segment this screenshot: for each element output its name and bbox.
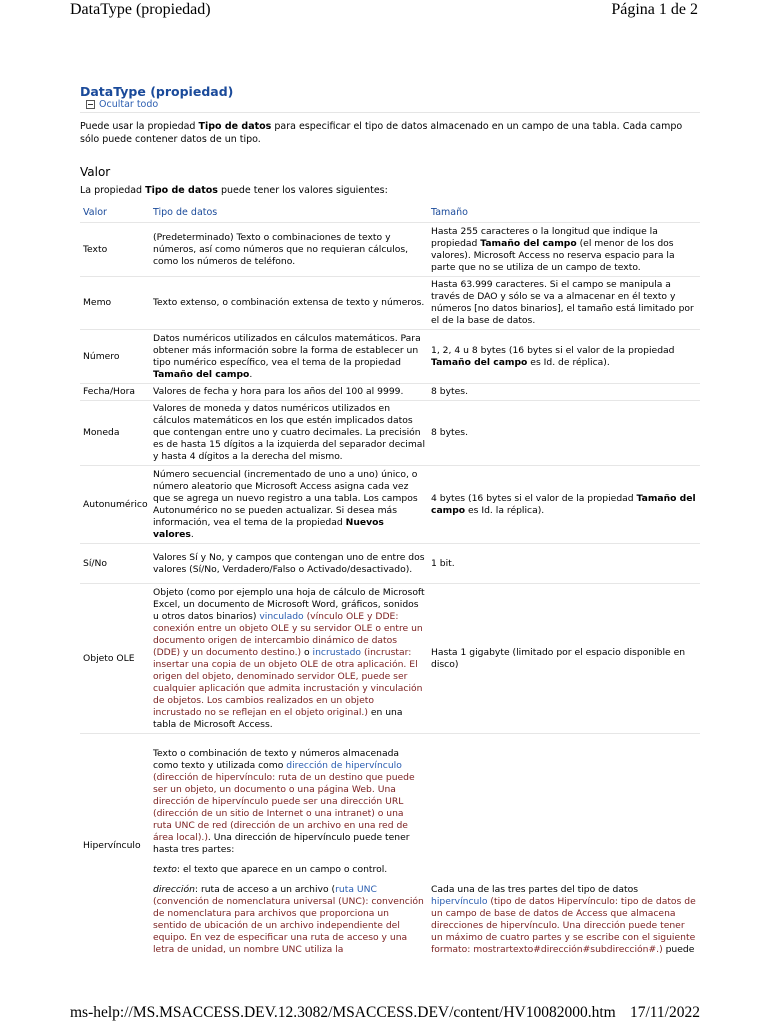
table-row bbox=[80, 466, 700, 544]
minus-box-icon bbox=[86, 100, 95, 109]
size-cell: 8 bytes. bbox=[428, 401, 700, 466]
column-header: Tipo de datos bbox=[153, 207, 218, 218]
table-header-row bbox=[80, 204, 700, 223]
print-header-page: Página 1 de 2 bbox=[611, 1, 698, 18]
size-cell: 8 bytes. bbox=[428, 384, 700, 401]
title-divider bbox=[80, 112, 700, 113]
column-header: Tamaño bbox=[431, 207, 468, 218]
section-paragraph: La propiedad Tipo de datos puede tener los valores siguientes: bbox=[80, 185, 388, 196]
value-cell: Moneda bbox=[80, 401, 150, 466]
type-cell: (Predeterminado) Texto o combinaciones de texto y números, así como números que no requieran cálculos, como los números de teléfono. bbox=[150, 223, 428, 277]
footer-date: 17/11/2022 bbox=[629, 1004, 700, 1021]
print-header-title: DataType (propiedad) bbox=[70, 1, 211, 18]
value-cell: Objeto OLE bbox=[80, 584, 150, 734]
footer-url: ms-help://MS.MSACCESS.DEV.12.3082/MSACCESS.DEV/content/HV10082000.htm bbox=[70, 1004, 616, 1021]
size-cell: 1, 2, 4 u 8 bytes (16 bytes si el valor de la propiedad Tamaño del campo es Id. de réplica). bbox=[428, 330, 700, 384]
embedded-term-link[interactable]: incrustado bbox=[312, 646, 362, 658]
table-row bbox=[80, 734, 700, 959]
value-cell: Número bbox=[80, 330, 150, 384]
size-cell: 1 bit. bbox=[428, 544, 700, 584]
page-title: DataType (propiedad) bbox=[80, 84, 234, 99]
value-cell: Hipervínculo bbox=[80, 734, 150, 959]
type-cell: Objeto (como por ejemplo una hoja de cálculo de Microsoft Excel, un documento de Microsoft Word, gráficos, sonidos u otros datos binarios) vinculado (vínculo OLE y DDE: conexión entre un objeto OLE y su servidor OLE o entre un documento origen de intercambio dinámico de datos (DDE) y un documento destino.) o incrustado (incrustar: insertar una copia de un objeto OLE de otra aplicación. El origen del objeto, denominado servidor OLE, puede ser cualquier aplicación que admita incrustación y vinculación de objetos. Los cambios realizados en un objeto incrustado no se reflejan en el objeto original.) en una tabla de Microsoft Access. bbox=[150, 584, 428, 734]
table-row bbox=[80, 277, 700, 330]
column-header: Valor bbox=[83, 207, 107, 218]
collapse-all-label[interactable]: Ocultar todo bbox=[99, 99, 159, 110]
type-cell: Valores Sí y No, y campos que contengan uno de entre dos valores (Sí/No, Verdadero/Falso o Activado/desactivado). bbox=[150, 544, 428, 584]
hyperlink-address-link[interactable]: dirección de hipervínculo bbox=[286, 760, 402, 771]
size-cell: Cada una de las tres partes del tipo de datos hipervínculo (tipo de datos Hipervínculo: tipo de datos de un campo de base de datos de Access que almacena direcciones de hipervínculo. Una dirección puede tener un máximo de cuatro partes y se escribe con el siguiente formato: mostrartexto#dirección#subdirección#.) puede bbox=[428, 734, 700, 959]
value-cell: Memo bbox=[80, 277, 150, 330]
type-cell: Número secuencial (incrementado de uno a uno) único, o número aleatorio que Microsoft Access asigna cada vez que se agrega un nuevo registro a una tabla. Los campos Autonumérico no se pueden actualizar. Si desea más información, vea el tema de la propiedad Nuevos valores. bbox=[150, 466, 428, 544]
table-row bbox=[80, 223, 700, 277]
size-cell: Hasta 255 caracteres o la longitud que indique la propiedad Tamaño del campo (el menor de los dos valores). Microsoft Access no reserva espacio para la parte que no se utiliza de un campo de texto. bbox=[428, 223, 700, 277]
value-cell: Fecha/Hora bbox=[80, 384, 150, 401]
type-cell: Texto extenso, o combinación extensa de texto y números. bbox=[150, 277, 428, 330]
datatype-table bbox=[80, 204, 700, 958]
linked-term-link[interactable]: vinculado bbox=[259, 610, 304, 622]
size-cell: Hasta 63.999 caracteres. Si el campo se manipula a través de DAO y sólo se va a almacenar en él texto y números [no datos binarios], el tamaño está limitado por el de la base de datos. bbox=[428, 277, 700, 330]
table-row bbox=[80, 330, 700, 384]
table-row bbox=[80, 544, 700, 584]
type-cell: Texto o combinación de texto y números almacenada como texto y utilizada como dirección de hipervínculo (dirección de hipervínculo: ruta de un destino que puede ser un objeto, un documento o una página Web. Una dirección de hipervínculo puede ser una dirección URL (dirección de un sitio de Internet o una intranet) o una ruta UNC de red (dirección de un archivo en una red de área local).). Una dirección de hipervínculo puede tener hasta tres partes: texto: el texto que aparece en un campo o control. dirección: ruta de acceso a un archivo (ruta UNC (convención de nomenclatura universal (UNC): convención de nomenclatura para archivos que proporciona un sentido de ubicación de un archivo independiente del equipo. En vez de especificar una ruta de acceso y una letra de unidad, un nombre UNC utiliza la bbox=[150, 734, 428, 959]
intro-paragraph: Puede usar la propiedad Tipo de datos para especificar el tipo de datos almacenado en un campo de una tabla. Cada campo sólo puede contener datos de un tipo. bbox=[80, 121, 683, 145]
value-cell: Autonumérico bbox=[80, 466, 150, 544]
type-cell: Valores de moneda y datos numéricos utilizados en cálculos matemáticos en los que estén implicados datos que contengan entre uno y cuatro decimales. La precisión es de hasta 15 dígitos a la izquierda del separador decimal y hasta 4 dígitos a la derecha del mismo. bbox=[150, 401, 428, 466]
print-footer bbox=[70, 1004, 700, 1022]
value-cell: Sí/No bbox=[80, 544, 150, 584]
table-row bbox=[80, 401, 700, 466]
type-cell: Datos numéricos utilizados en cálculos matemáticos. Para obtener más información sobre la forma de establecer un tipo numérico específico, vea el tema de la propiedad Tamaño del campo. bbox=[150, 330, 428, 384]
table-row bbox=[80, 384, 700, 401]
collapse-all-button[interactable] bbox=[86, 99, 158, 110]
value-cell: Texto bbox=[80, 223, 150, 277]
section-heading: Valor bbox=[80, 165, 111, 179]
type-cell: Valores de fecha y hora para los años del 100 al 9999. bbox=[150, 384, 428, 401]
hyperlink-type-link[interactable]: hipervínculo bbox=[431, 896, 488, 907]
unc-path-link[interactable]: ruta UNC bbox=[335, 884, 377, 895]
size-cell: Hasta 1 gigabyte (limitado por el espacio disponible en disco) bbox=[428, 584, 700, 734]
size-cell: 4 bytes (16 bytes si el valor de la propiedad Tamaño del campo es Id. la réplica). bbox=[428, 466, 700, 544]
table-row bbox=[80, 584, 700, 734]
